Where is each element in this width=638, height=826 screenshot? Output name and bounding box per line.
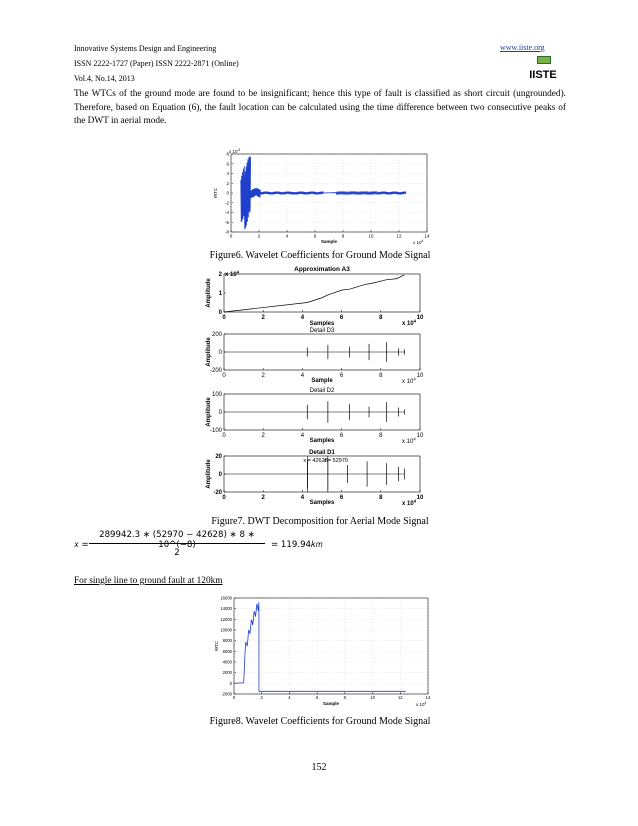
y-tick-label: 14000: [220, 606, 232, 612]
x-tick-label: 4: [288, 695, 291, 701]
x-tick-label: 8: [379, 495, 383, 501]
x-multiplier-label: x $10^4$: [402, 318, 417, 326]
section-heading: For single line to ground fault at 120km: [74, 576, 223, 586]
y-tick-label: 16000: [220, 595, 232, 601]
x-tick-label: 4: [285, 233, 289, 239]
y-multiplier-label: x $10^{-5}$: [229, 147, 241, 154]
y-tick-label: 200: [211, 332, 222, 339]
y-axis-label: WTC: [214, 640, 219, 652]
y-tick-label: -2000: [221, 691, 232, 697]
y-tick-label: -2: [224, 200, 229, 206]
x-axis-label: Sample: [322, 701, 340, 706]
x-multiplier-label: x $10^4$: [402, 376, 416, 384]
x-tick-label: 6: [339, 315, 344, 321]
y-tick-label: -200: [209, 368, 222, 375]
y-tick-label: 12000: [220, 616, 232, 622]
equation-lhs: 𝑥 =: [74, 540, 89, 550]
annotation-label: x = 42628: [303, 458, 328, 464]
x-tick-label: 8: [341, 233, 345, 239]
figure8-caption: Figure8. Wavelet Coefficients for Ground Mode Signal: [209, 716, 431, 727]
y-axis-label: WTC: [213, 187, 218, 199]
detail-title: Detail D3: [309, 328, 335, 334]
y-tick-label: 1: [218, 291, 222, 298]
y-tick-label: 8000: [222, 638, 232, 644]
x-tick-label: 6: [339, 433, 344, 439]
x-tick-label: 2: [257, 233, 261, 239]
x-tick-label: 10: [368, 233, 374, 239]
x-tick-label: 0: [222, 373, 226, 379]
approximation-title: Approximation A3: [294, 266, 350, 273]
x-tick-label: 2: [260, 695, 263, 701]
y-tick-label: -8: [224, 229, 229, 235]
detail-d1-panel: [202, 448, 434, 512]
issn-line: ISSN 2222-1727 (Paper) ISSN 2222-2871 (Online): [74, 59, 239, 68]
x-tick-label: 6: [339, 373, 344, 379]
page-number: 152: [311, 762, 327, 773]
plot-frame: [234, 598, 428, 694]
x-multiplier-label: x $10^4$: [416, 700, 427, 707]
y-tick-label: 2: [218, 272, 222, 279]
figure6-chart: [205, 146, 435, 246]
x-tick-label: 4: [300, 433, 305, 439]
y-tick-label: 0: [226, 190, 229, 196]
y-axis-label: Amplitude: [206, 397, 212, 427]
x-tick-label: 4: [300, 495, 305, 501]
y-tick-label: 0: [218, 472, 222, 479]
x-tick-label: 2: [261, 433, 265, 439]
figure8-chart: [210, 592, 438, 712]
y-tick-label: 20: [215, 454, 222, 461]
x-tick-label: 6: [339, 495, 344, 501]
y-tick-label: 6000: [222, 648, 232, 654]
figure6-caption: Figure6. Wavelet Coefficients for Ground Mode Signal: [209, 250, 431, 261]
y-tick-label: -100: [209, 428, 222, 435]
x-multiplier-label: x $10^4$: [413, 238, 424, 245]
equation-numerator: 289942.3 ∗ (52970 − 42628) ∗ 8 ∗ 10^(−8): [99, 530, 255, 550]
x-tick-label: 12: [397, 695, 403, 701]
x-tick-label: 0: [222, 495, 226, 501]
detail-d2-panel: [202, 386, 434, 446]
x-tick-label: 2: [261, 495, 265, 501]
x-tick-label: 2: [261, 373, 265, 379]
y-tick-label: 4: [226, 171, 229, 177]
x-tick-label: 12: [396, 233, 402, 239]
x-tick-label: 10: [416, 373, 424, 379]
y-tick-label: 4000: [222, 659, 232, 665]
equation-fraction-bar: [89, 543, 265, 544]
y-axis-label: Amplitude: [206, 278, 212, 308]
detail-d3-panel: [202, 326, 434, 384]
y-tick-label: 2000: [222, 670, 232, 676]
x-multiplier-label: x $10^4$: [402, 498, 417, 507]
x-tick-label: 14: [424, 233, 430, 239]
detail-title: Detail D1: [309, 450, 335, 456]
y-tick-label: -4: [224, 210, 229, 216]
y-axis-label: Amplitude: [206, 459, 212, 489]
x-multiplier-label: x $10^4$: [402, 436, 416, 445]
y-tick-label: 2: [226, 180, 229, 186]
y-tick-label: 0: [229, 680, 232, 686]
x-tick-label: 0: [222, 433, 226, 439]
x-tick-label: 10: [416, 433, 424, 439]
x-tick-label: 8: [379, 315, 383, 321]
x-tick-label: 8: [343, 695, 347, 701]
x-axis-label: Samples: [309, 321, 335, 326]
y-tick-label: 100: [211, 392, 222, 399]
x-axis-label: Samples: [309, 500, 335, 506]
x-tick-label: 4: [300, 373, 305, 379]
y-tick-label: 0: [218, 350, 222, 357]
x-tick-label: 0: [222, 315, 226, 321]
x-tick-label: 0: [232, 695, 236, 701]
y-axis-label: Amplitude: [206, 337, 212, 367]
x-tick-label: 8: [379, 433, 383, 439]
y-multiplier-label: x $10^4$: [225, 269, 240, 278]
y-tick-label: 0: [218, 410, 222, 417]
iiste-logo: [527, 56, 559, 82]
x-tick-label: 10: [416, 495, 424, 501]
detail-title: Detail D2: [309, 388, 335, 394]
x-axis-label: Samples: [309, 438, 335, 444]
y-tick-label: -20: [213, 490, 222, 497]
approximation-panel: [202, 262, 434, 326]
x-tick-label: 10: [370, 695, 375, 701]
y-tick-label: 10000: [220, 627, 232, 633]
y-tick-label: 8: [226, 151, 229, 157]
x-tick-label: 2: [261, 315, 265, 321]
body-paragraph: The WTCs of the ground mode are found to be insignificant; hence this type of fault is classified as short circuit (ungrounded). Therefore, based on Equation (6), the fault location can be calculated using the time difference between two consecutive peaks of the DWT in aerial mode.: [74, 89, 566, 126]
equation-denominator: 2: [174, 548, 180, 558]
y-tick-label: -6: [224, 219, 229, 225]
journal-name: Innovative Systems Design and Engineering: [74, 44, 217, 53]
equation-rhs: = 119.94𝑘𝑚: [271, 540, 323, 550]
x-tick-label: 14: [425, 695, 431, 701]
plot-frame: [224, 274, 420, 312]
x-tick-label: 6: [315, 695, 319, 701]
svg-text:IISTE: IISTE: [529, 69, 557, 81]
figure7-caption: Figure7. DWT Decomposition for Aerial Mode Signal: [211, 516, 429, 527]
x-tick-label: 6: [313, 233, 317, 239]
y-tick-label: 6: [226, 161, 229, 167]
journal-url-link[interactable]: www.iiste.org: [500, 43, 545, 52]
x-tick-label: 4: [300, 315, 305, 321]
volume-line: Vol.4, No.14, 2013: [74, 74, 135, 83]
y-tick-label: 0: [218, 310, 222, 317]
x-axis-label: Sample: [320, 239, 338, 244]
annotation-label: x = 52970: [323, 458, 348, 464]
x-tick-label: 0: [229, 233, 233, 239]
x-axis-label: Sample: [311, 378, 333, 384]
x-tick-label: 10: [416, 315, 424, 321]
x-tick-label: 8: [379, 373, 383, 379]
